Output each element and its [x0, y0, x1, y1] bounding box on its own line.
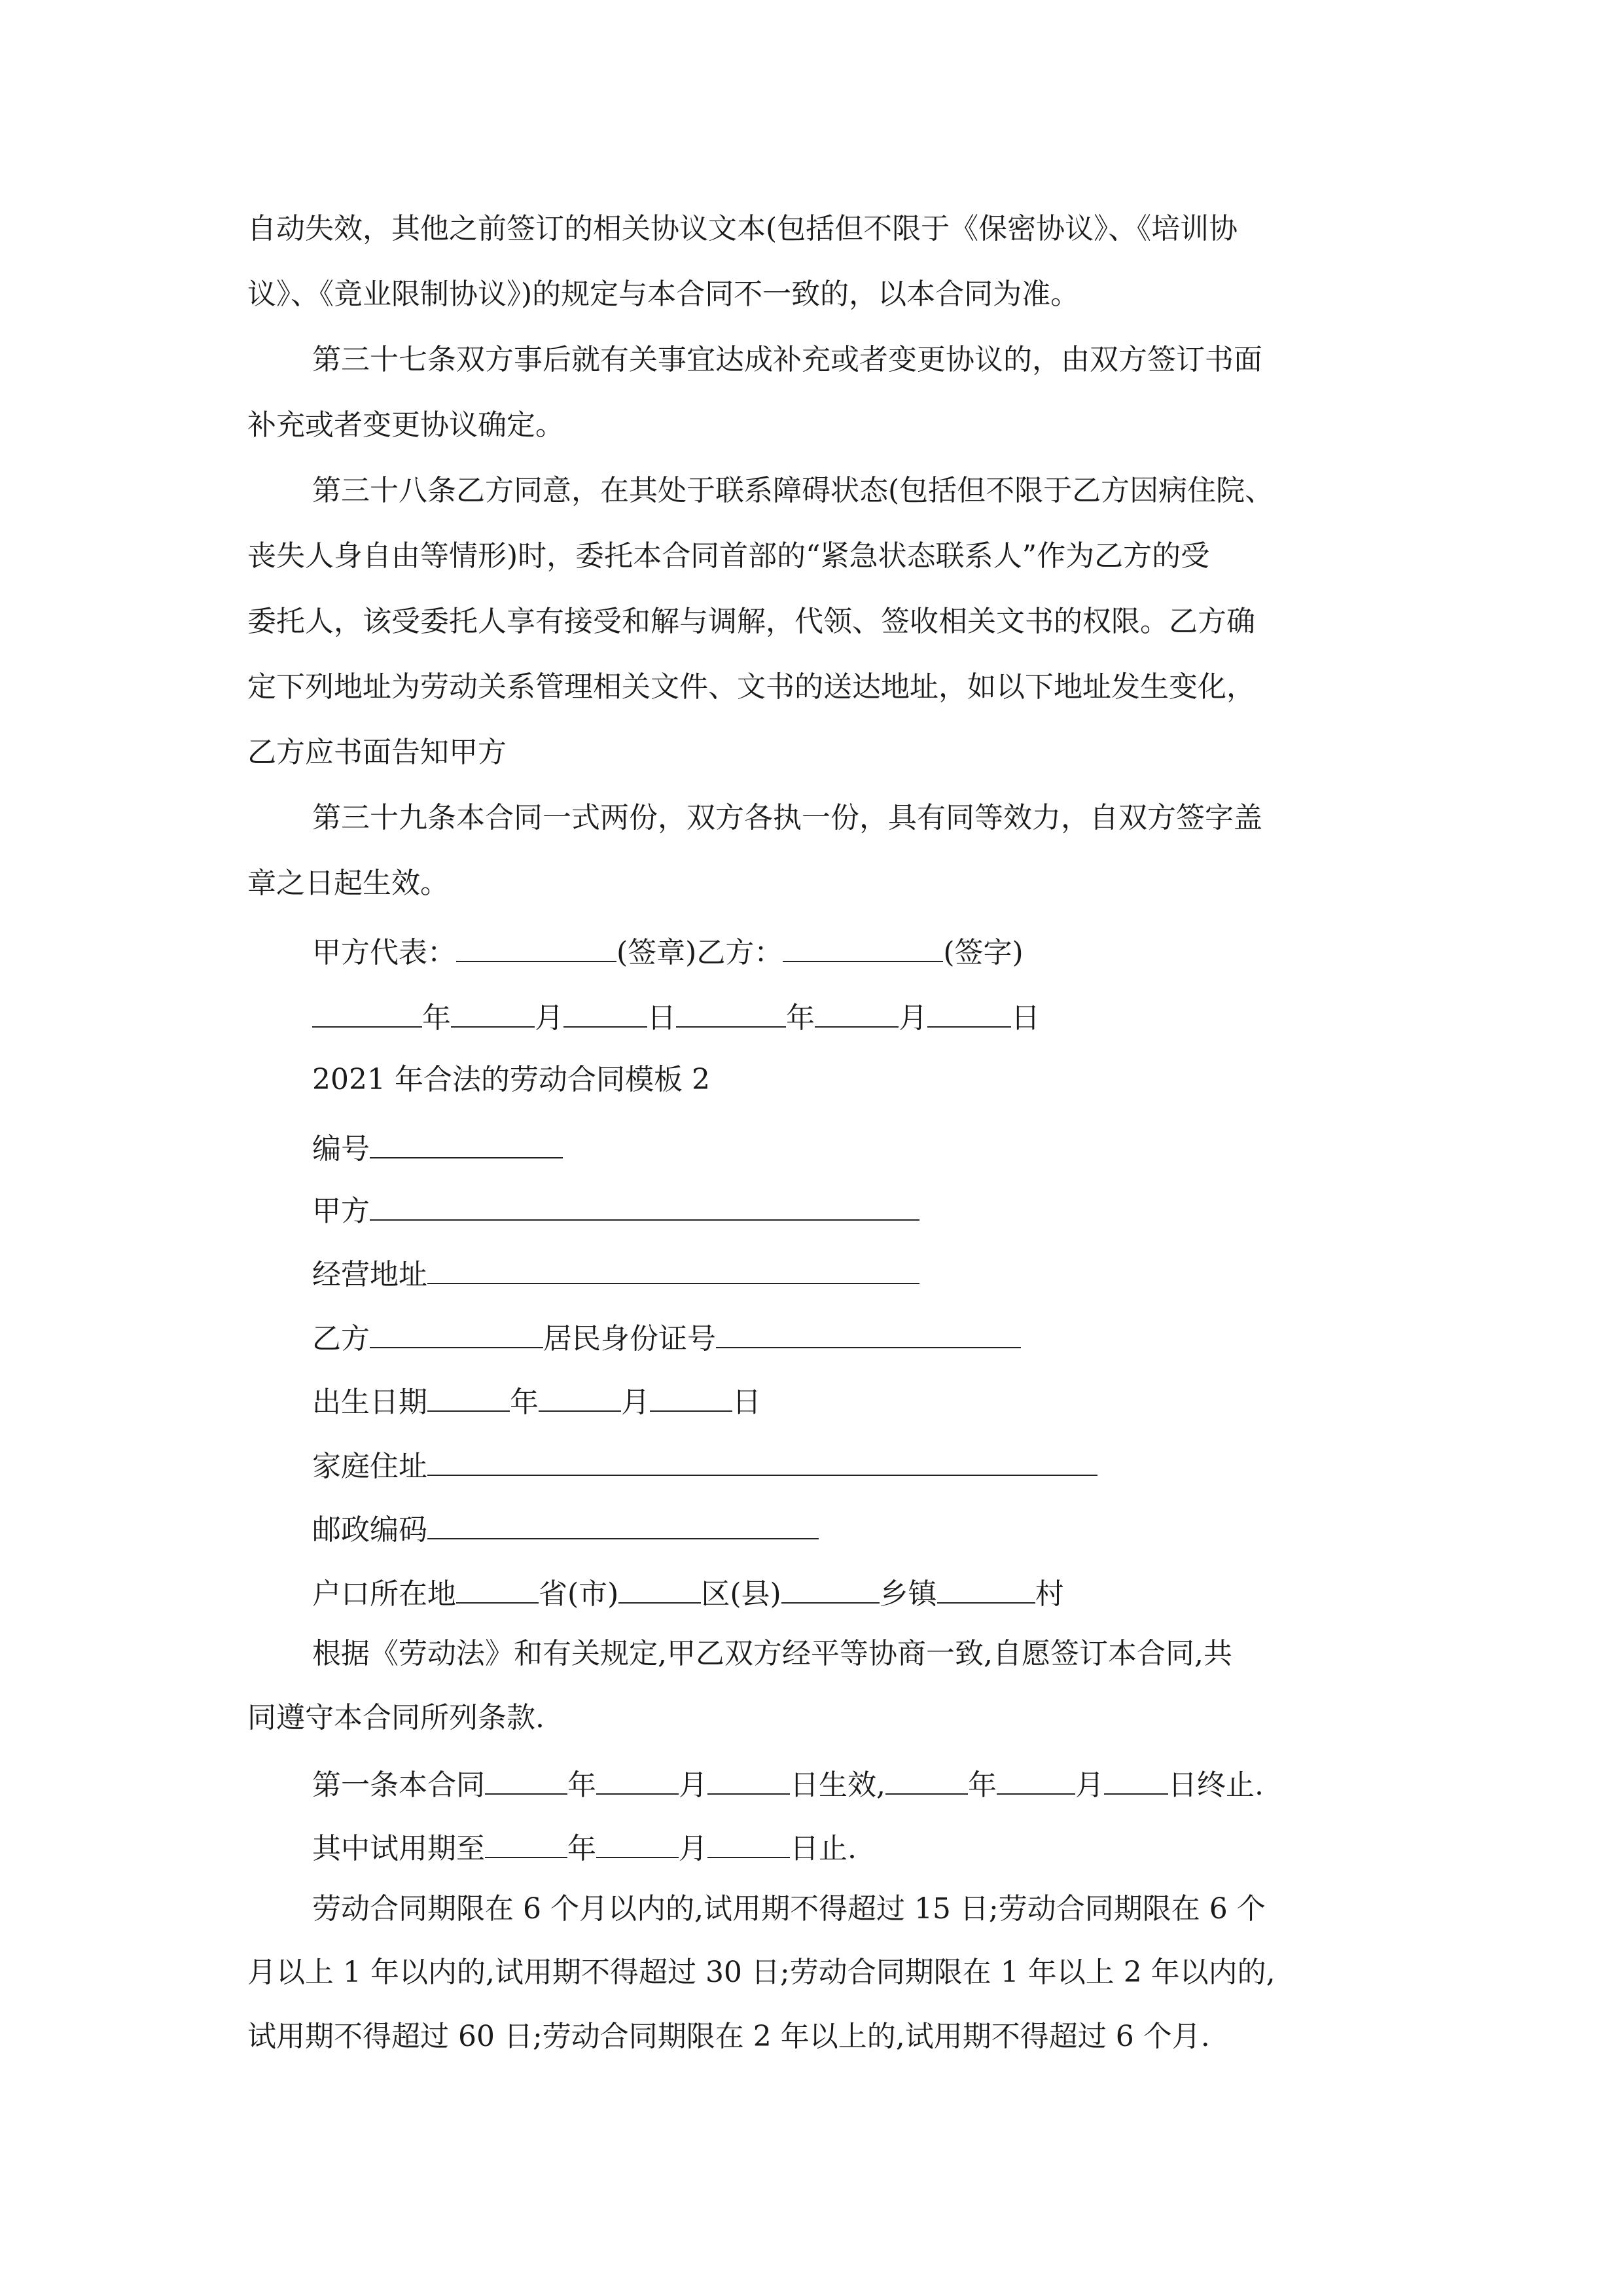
- probation-month-blank: [596, 1831, 679, 1858]
- party-a-label: 甲方: [312, 1194, 370, 1228]
- year-blank: [676, 1000, 786, 1028]
- template-title: 2021 年合法的劳动合同模板 2: [312, 1063, 710, 1096]
- number-label: 编号: [312, 1132, 370, 1166]
- number-blank: [370, 1131, 563, 1158]
- id-number-label: 居民身份证号: [543, 1322, 716, 1355]
- month-label: 月: [679, 1768, 707, 1802]
- article-39-line: 章之日起生效。: [247, 867, 449, 900]
- day-blank: [563, 1000, 647, 1028]
- end-month-blank: [997, 1767, 1075, 1795]
- home-address-field: [312, 1448, 1097, 1481]
- number-field: [312, 1131, 563, 1164]
- text-line: 自动失效，其他之前签订的相关协议文本(包括但不限于《保密协议》、《培训协: [247, 212, 1238, 245]
- year-label: 年: [968, 1768, 997, 1802]
- text-line: 议》、《竟业限制协议》)的规定与本合同不一致的，以本合同为准。: [247, 278, 1080, 311]
- end-day-blank: [1104, 1767, 1168, 1795]
- article-37-line: 第三十七条双方事后就有关事宜达成补充或者变更协议的，由双方签订书面: [312, 343, 1262, 376]
- start-month-blank: [596, 1767, 679, 1795]
- postcode-label: 邮政编码: [312, 1513, 427, 1547]
- end-year-blank: [885, 1767, 968, 1795]
- probation-rules-line: 劳动合同期限在 6 个月以内的,试用期不得超过 15 日;劳动合同期限在 6 个: [312, 1892, 1266, 1926]
- seal-label: (签章)乙方：: [616, 936, 783, 969]
- party-a-representative-label: 甲方代表：: [312, 936, 456, 969]
- effective-label: 日生效,: [790, 1768, 885, 1802]
- month-label: 月: [1075, 1768, 1104, 1802]
- article-38-line: 第三十八条乙方同意，在其处于联系障碍状态(包括但不限于乙方因病住院、: [312, 474, 1274, 507]
- start-year-blank: [485, 1767, 567, 1795]
- year-label: 年: [567, 1832, 596, 1865]
- party-b-field: [312, 1321, 1021, 1354]
- district-blank: [618, 1576, 701, 1604]
- party-a-field: [312, 1193, 919, 1226]
- home-address-label: 家庭住址: [312, 1450, 427, 1483]
- sign-label: (签字): [943, 936, 1024, 969]
- article-38-line: 乙方应书面告知甲方: [247, 736, 507, 769]
- birth-date-field: [312, 1384, 761, 1417]
- law-intro-line: 同遵守本合同所列条款.: [247, 1701, 544, 1734]
- month-label: 月: [535, 1001, 563, 1035]
- hukou-field: [312, 1576, 1064, 1609]
- village-label: 村: [1035, 1577, 1064, 1611]
- probation-end-label: 日止.: [790, 1832, 857, 1865]
- month-label: 月: [679, 1832, 707, 1865]
- hukou-label: 户口所在地: [312, 1577, 456, 1611]
- party-a-signature-blank: [456, 935, 616, 962]
- probation-line: [312, 1831, 857, 1863]
- probation-day-blank: [707, 1831, 790, 1858]
- day-label: 日: [1011, 1001, 1040, 1035]
- party-b-label: 乙方: [312, 1322, 370, 1355]
- probation-year-blank: [485, 1831, 567, 1858]
- probation-rules-line: 月以上 1 年以内的,试用期不得超过 30 日;劳动合同期限在 1 年以上 2 年以内的,: [247, 1956, 1275, 1989]
- business-address-blank: [427, 1257, 919, 1284]
- month-label: 月: [899, 1001, 927, 1035]
- year-label: 年: [567, 1768, 596, 1802]
- day-label: 日: [647, 1001, 676, 1035]
- article-38-line: 委托人，该受委托人享有接受和解与调解，代领、签收相关文书的权限。乙方确: [247, 605, 1255, 638]
- start-day-blank: [707, 1767, 790, 1795]
- district-label: 区(县): [701, 1577, 781, 1611]
- business-address-field: [312, 1257, 919, 1289]
- probation-label: 其中试用期至: [312, 1832, 485, 1865]
- article-38-line: 定下列地址为劳动关系管理相关文件、文书的送达地址，如以下地址发生变化，: [247, 670, 1255, 704]
- article-37-line: 补充或者变更协议确定。: [247, 408, 564, 442]
- month-blank: [815, 1000, 899, 1028]
- postcode-field: [312, 1512, 819, 1545]
- law-intro-line: 根据《劳动法》和有关规定,甲乙双方经平等协商一致,自愿签订本合同,共: [312, 1637, 1232, 1670]
- party-b-signature-blank: [783, 935, 943, 962]
- home-address-blank: [427, 1448, 1097, 1476]
- year-blank: [312, 1000, 422, 1028]
- birth-year-blank: [427, 1384, 510, 1412]
- article-1-label: 第一条本合同: [312, 1768, 485, 1802]
- business-address-label: 经营地址: [312, 1258, 427, 1291]
- birth-month-blank: [539, 1384, 621, 1412]
- signature-date-line: [312, 1000, 1040, 1033]
- month-label: 月: [621, 1386, 650, 1419]
- postcode-blank: [427, 1512, 819, 1539]
- article-38-line: 丧失人身自由等情形)时，委托本合同首部的“紧急状态联系人”作为乙方的受: [247, 539, 1210, 573]
- probation-rules-line: 试用期不得超过 60 日;劳动合同期限在 2 年以上的,试用期不得超过 6 个月.: [247, 2020, 1210, 2053]
- township-label: 乡镇: [879, 1577, 937, 1611]
- party-a-blank: [370, 1193, 919, 1221]
- year-label: 年: [510, 1386, 539, 1419]
- day-blank: [927, 1000, 1011, 1028]
- village-blank: [937, 1576, 1035, 1604]
- signature-line: [312, 935, 1024, 967]
- month-blank: [451, 1000, 535, 1028]
- year-label: 年: [422, 1001, 451, 1035]
- article-39-line: 第三十九条本合同一式两份，双方各执一份，具有同等效力，自双方签字盖: [312, 801, 1262, 834]
- party-b-blank: [370, 1321, 543, 1348]
- day-label: 日: [732, 1386, 761, 1419]
- terminate-label: 日终止.: [1168, 1768, 1264, 1802]
- province-label: 省(市): [539, 1577, 619, 1611]
- id-number-blank: [716, 1321, 1021, 1348]
- birth-day-blank: [650, 1384, 732, 1412]
- article-1-line: [312, 1767, 1264, 1800]
- province-blank: [456, 1576, 539, 1604]
- township-blank: [781, 1576, 880, 1604]
- year-label: 年: [786, 1001, 815, 1035]
- birth-date-label: 出生日期: [312, 1386, 427, 1419]
